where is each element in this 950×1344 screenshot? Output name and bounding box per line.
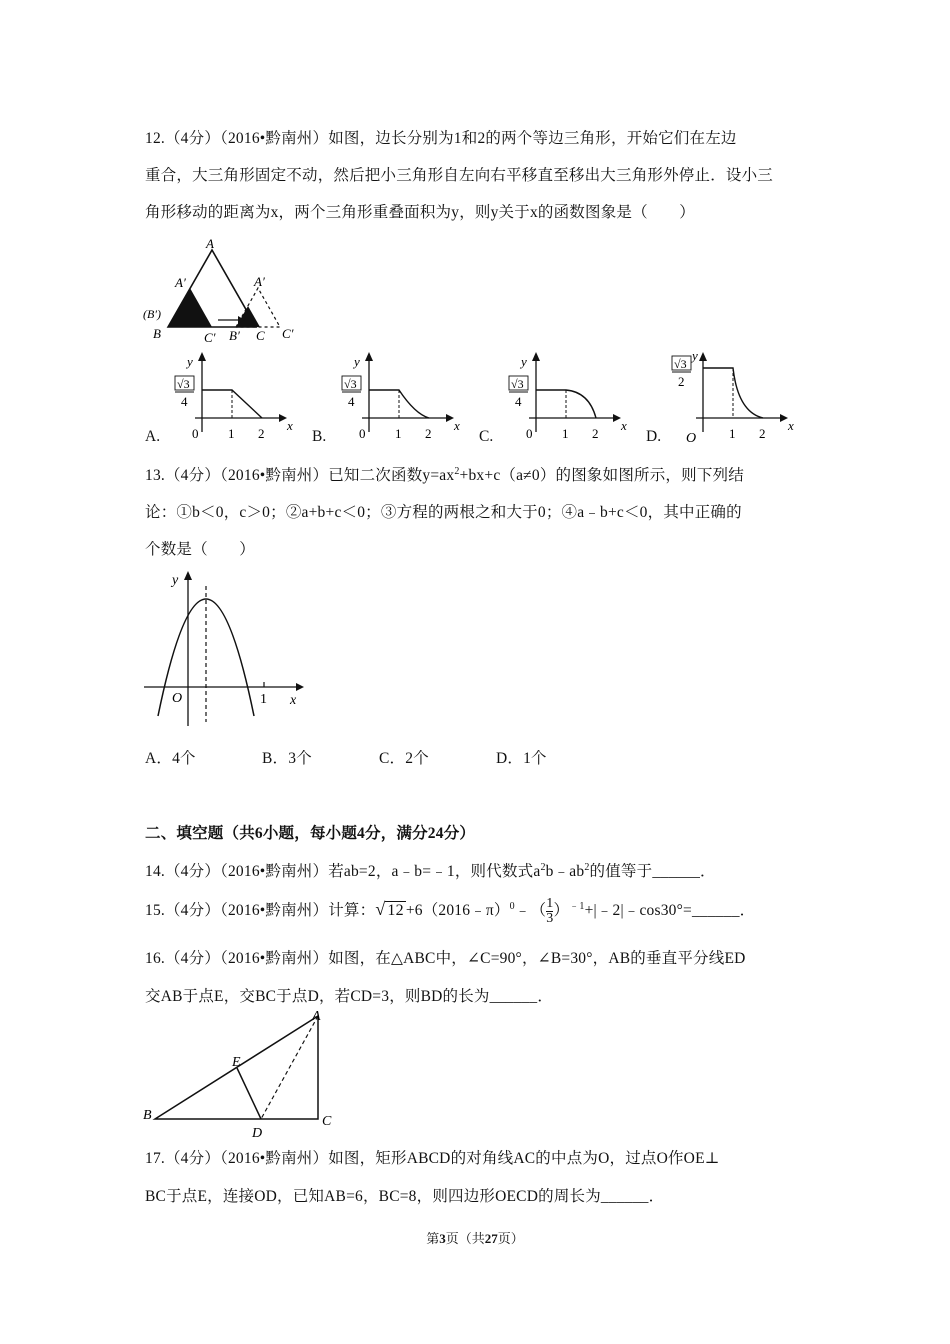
tick-label-2: 2: [759, 426, 766, 441]
q13-option-d: D．1个: [496, 750, 547, 767]
q15-line: 15.（4分）（2016•黔南州）计算：√ 12 +6（2016﹣π）$^0$﹣（ $\frac{1}{3}$ ）$^{﹣1}$+|﹣2|﹣cos30°=______．: [145, 896, 756, 926]
q13-line1: 13.（4分）（2016•黔南州）已知二次函数$y=ax^2+bx+c(a\ne 0)$的图象如图所示，则下列结: [145, 466, 744, 484]
q17-line2: BC于点E，连接OD，已知AB=6，BC=8，则四边形OECD的周长为______．: [145, 1188, 665, 1205]
q12-line3: 角形移动的距离为x，两个三角形重叠面积为y，则y关于x的函数图象是（ ）: [145, 204, 695, 221]
q12-triangles-figure: [140, 232, 315, 347]
y-axis-arrow: [198, 352, 206, 361]
tick-label-2: 2: [425, 426, 432, 441]
sqrt-12: √ 12: [375, 899, 404, 920]
q12-option-d: [646, 348, 811, 448]
fraction-one-third: $\frac{1}{3}$: [546, 896, 554, 926]
fig12-label-A1: A′: [175, 275, 186, 290]
y-axis-arrow: [532, 352, 540, 361]
q13-parabola-figure: [140, 566, 310, 731]
fig13-label-x: x: [290, 693, 297, 708]
q13-option-c: C．2个: [379, 750, 429, 767]
tick-label-2: 2: [592, 426, 599, 441]
function-curve: [536, 390, 596, 418]
axis-label-y: y: [187, 354, 193, 369]
fig16-label-B: B: [143, 1108, 152, 1123]
y-axis-arrow: [699, 352, 707, 361]
function-curve: [369, 390, 429, 418]
fig12-label-Bparen: (B′): [143, 307, 161, 321]
q16-line1: 16.（4分）（2016•黔南州）如图，在△ABC中，∠C=90°，∠B=30°，AB的垂直平分线ED: [145, 950, 746, 967]
y-axis-arrow: [365, 352, 373, 361]
q12-option-a: [145, 348, 310, 448]
fig16-label-E: E: [232, 1055, 241, 1070]
fraction-numerator: √3: [177, 377, 190, 391]
tick-label-1: 1: [562, 426, 569, 441]
q13-option-b: B．3个: [262, 750, 312, 767]
q12-line2: 重合，大三角形固定不动，然后把小三角形自左向右平移直至移出大三角形外停止．设小三: [145, 167, 774, 184]
x-axis-arrow: [446, 414, 454, 422]
q12-line1: 12.（4分）（2016•黔南州）如图，边长分别为1和2的两个等边三角形，开始它们在左边: [145, 130, 737, 147]
fig12-label-B2: B′: [229, 328, 240, 343]
fraction-denominator: 4: [181, 394, 188, 409]
page-footer: 第3页（共27页）: [426, 1231, 524, 1246]
origin-label: O: [686, 431, 697, 446]
q12-option-graph: [165, 348, 315, 448]
section-title-fill-in: 二、填空题（共6小题，每小题4分，满分24分）: [145, 825, 476, 842]
x-axis-arrow: [780, 414, 788, 422]
origin-label: 0: [192, 426, 199, 441]
x-axis-arrow: [613, 414, 621, 422]
q12-option-letter: D.: [646, 428, 662, 445]
fig16-label-D: D: [252, 1126, 263, 1141]
q17-line1: 17.（4分）（2016•黔南州）如图，矩形ABCD的对角线AC的中点为O，过点O作OE⊥: [145, 1150, 720, 1167]
fraction-denominator: 4: [348, 394, 355, 409]
fig13-label-y: y: [172, 573, 179, 588]
fig12-label-B: B: [153, 326, 161, 341]
q13-line3: 个数是（ ）: [145, 541, 255, 558]
tick-label-1: 1: [395, 426, 402, 441]
axis-label-y: y: [692, 348, 698, 363]
fraction-numerator: √3: [511, 377, 524, 391]
q12-option-graph: [666, 348, 816, 448]
tick-label-2: 2: [258, 426, 265, 441]
fraction-denominator: 2: [678, 374, 685, 389]
fig12-label-A: A: [206, 236, 214, 251]
q12-option-b: [312, 348, 477, 448]
q16-triangle-figure: [140, 1006, 340, 1141]
q16-line2: 交AB于点E，交BC于点D，若CD=3，则BD的长为______．: [145, 988, 554, 1005]
axis-label-x: x: [621, 418, 627, 433]
fraction-denominator: 4: [515, 394, 522, 409]
axis-label-x: x: [287, 418, 293, 433]
origin-label: 0: [359, 426, 366, 441]
q12-option-letter: B.: [312, 428, 327, 445]
fraction-numerator: √3: [674, 357, 687, 371]
x-axis-arrow: [279, 414, 287, 422]
fig16-label-A: A: [312, 1009, 321, 1024]
tick-label-1: 1: [228, 426, 235, 441]
tick-label-1: 1: [729, 426, 736, 441]
fig13-label-1: 1: [260, 692, 267, 707]
q12-option-graph: [332, 348, 482, 448]
axis-label-y: y: [354, 354, 360, 369]
fraction-numerator: √3: [344, 377, 357, 391]
origin-label: 0: [526, 426, 533, 441]
function-curve: [202, 390, 262, 418]
fig13-label-O: O: [172, 691, 183, 706]
q13-line2: 论：①b＜0，c＞0；②a+b+c＜0；③方程的两根之和大于0；④a﹣b+c＜0，其中正确的: [145, 504, 742, 521]
axis-label-x: x: [788, 418, 794, 433]
q12-option-c: [479, 348, 644, 448]
q14-line: 14.（4分）（2016•黔南州）若ab=2，a﹣b=﹣1，则代数式$a^2b﹣ab^2$的值等于______．: [145, 862, 716, 880]
q13-option-a: A．4个: [145, 750, 196, 767]
fig12-label-C: C: [256, 328, 265, 343]
fig12-label-C2: C′: [282, 326, 294, 341]
axis-label-x: x: [454, 418, 460, 433]
q12-option-letter: A.: [145, 428, 161, 445]
q12-option-letter: C.: [479, 428, 494, 445]
fig12-label-A2: A′: [254, 274, 265, 289]
fig16-label-C: C: [322, 1114, 332, 1129]
fig12-label-C1: C′: [204, 330, 216, 345]
q12-option-graph: [499, 348, 649, 448]
axis-label-y: y: [521, 354, 527, 369]
